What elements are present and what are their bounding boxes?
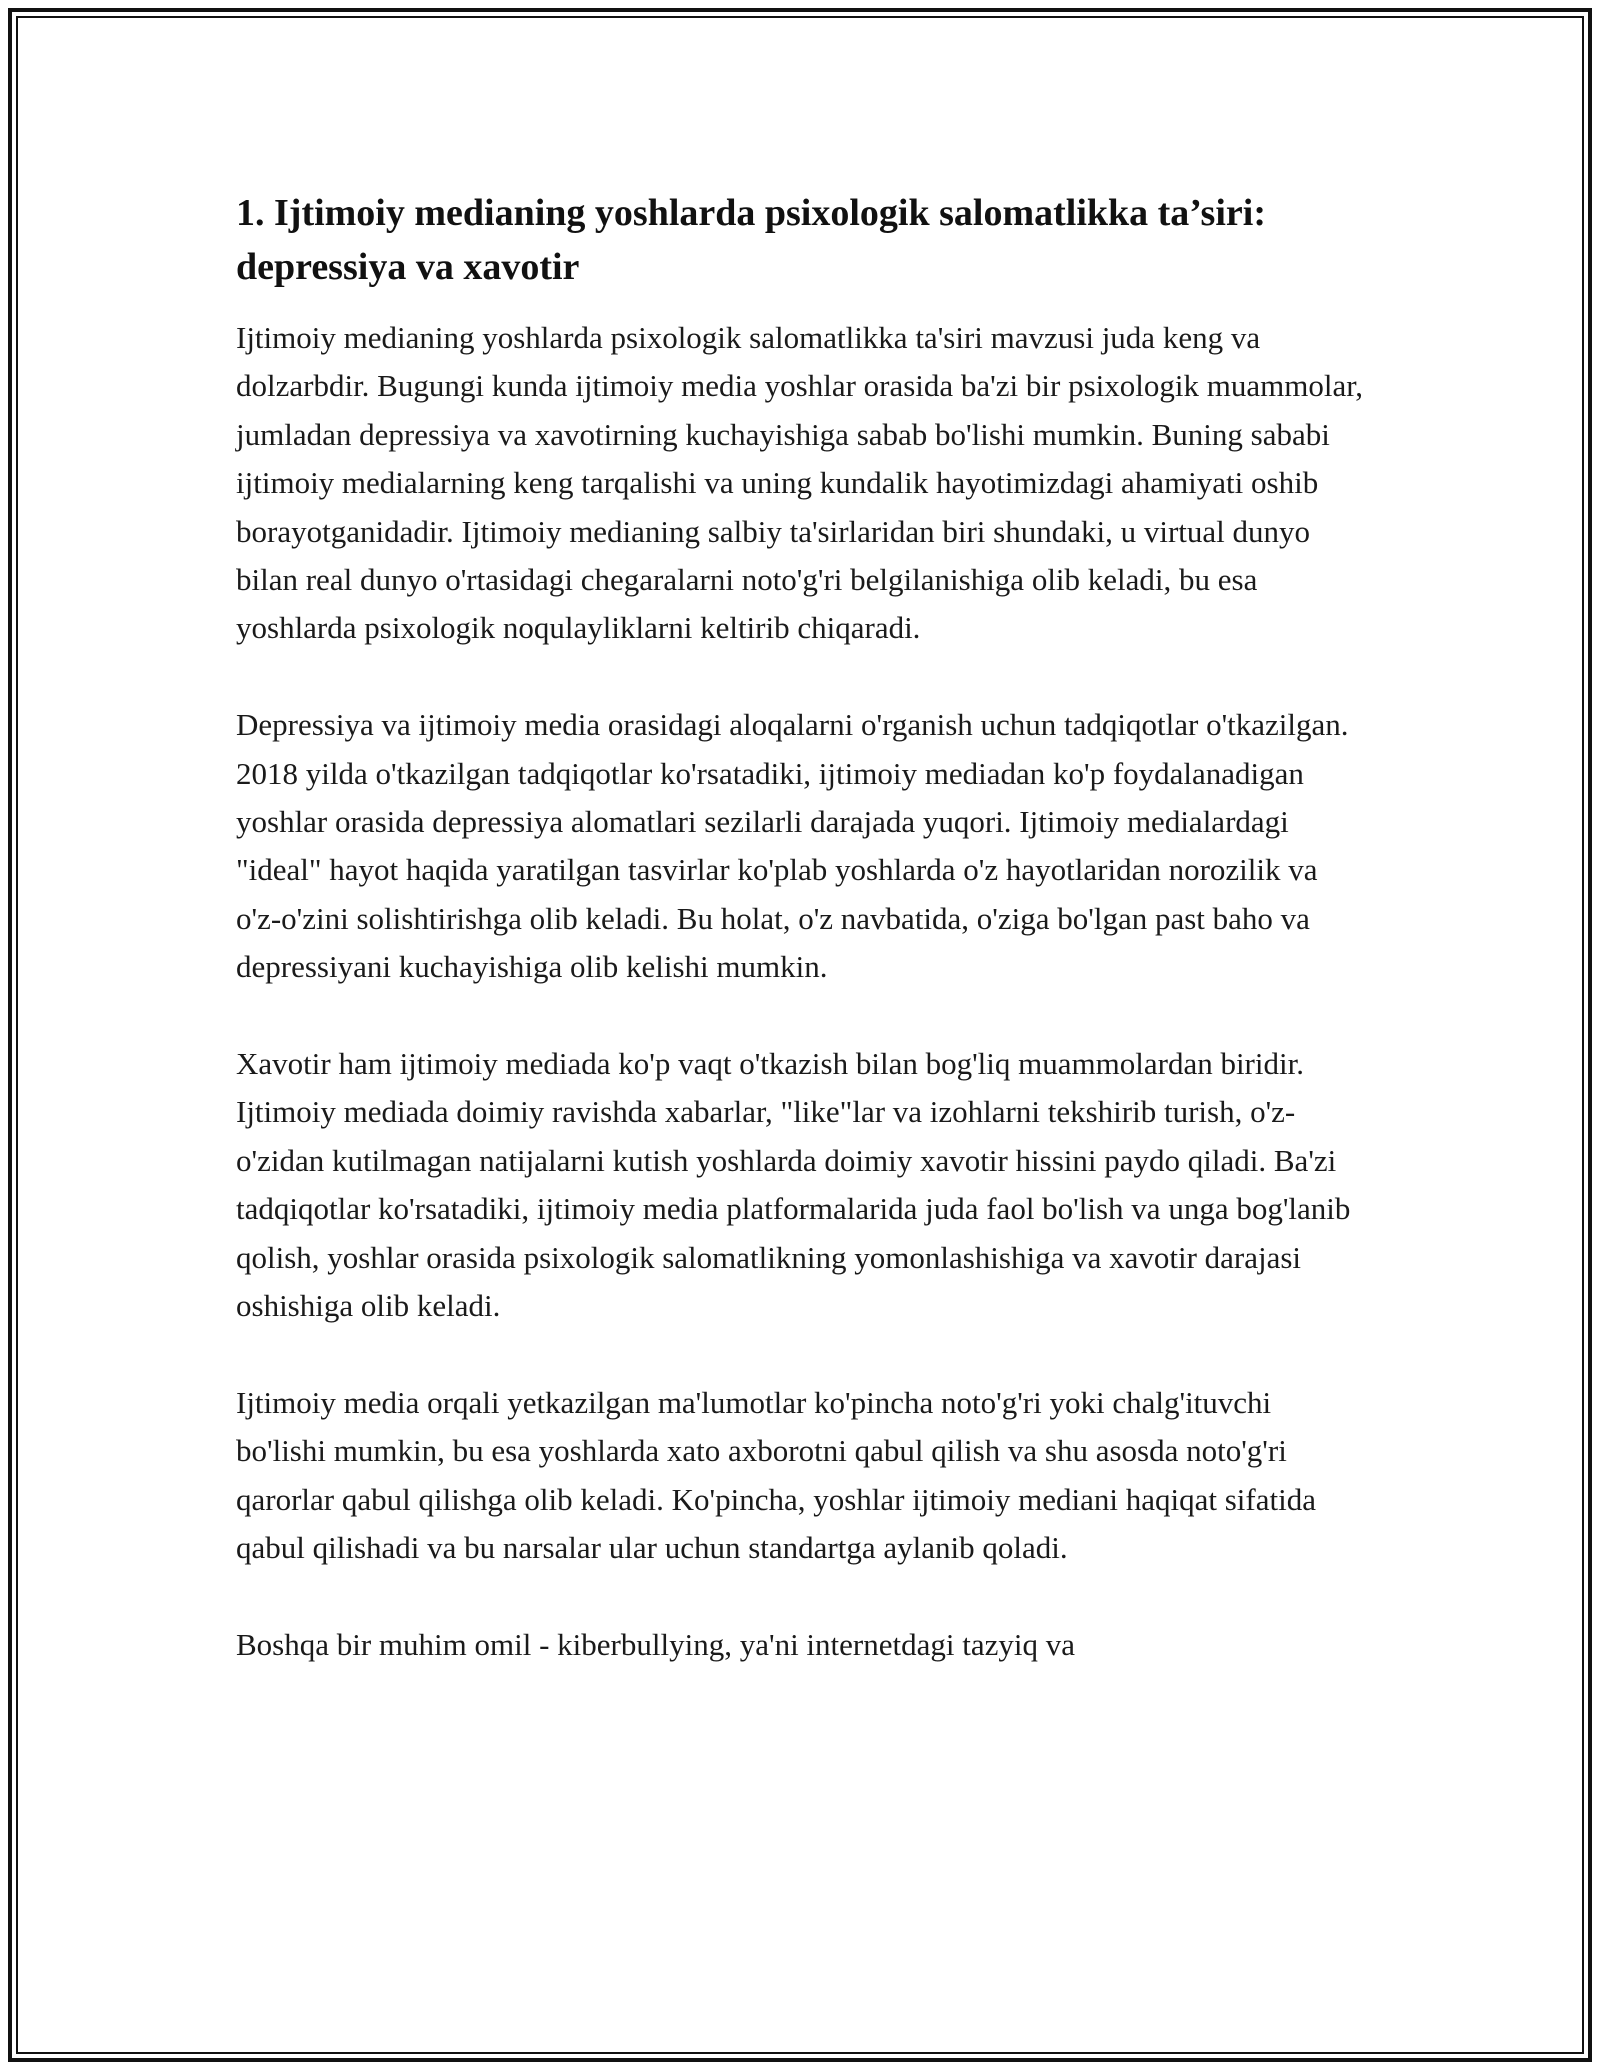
paragraph-misinformation: Ijtimoiy media orqali yetkazilgan ma'lumotlar ko'pincha noto'g'ri yoki chalg'ituvchi bo'lishi mumkin, bu esa yoshlarda xato axborotni qabul qilish va shu asosda noto'g'ri qarorlar qabul qilishga olib keladi. Ko'pincha, yoshlar ijtimoiy mediani haqiqat sifatida qabul qilishadi va bu narsalar ular uchun standartga aylanib qoladi. bbox=[236, 1384, 1316, 1566]
paragraph-intro: Ijtimoiy medianing yoshlarda psixologik salomatlikka ta'siri mavzusi juda keng va dolzarbdir. Bugungi kunda ijtimoiy media yoshlar orasida ba'zi bir psixologik muammolar, jumladan depressiya va xavotirning kuchayishiga sabab bo'lishi mumkin. Buning sababi ijtimoiy medialarning keng tarqalishi va uning kundalik hayotimizdagi ahamiyati oshib borayotganidadir. Ijtimoiy medianing salbiy ta'sirlaridan biri shundaki, u virtual dunyo bilan real dunyo o'rtasidagi chegaralarni noto'g'ri belgilanishiga olib keladi, bu esa yoshlarda psixologik noqulayliklarni keltirib chiqaradi. bbox=[236, 320, 1364, 646]
paragraph-depression: Depressiya va ijtimoiy media orasidagi aloqalarni o'rganish uchun tadqiqotlar o'tkazilgan. 2018 yilda o'tkazilgan tadqiqotlar ko'rsatadiki, ijtimoiy mediadan ko'p foydalanadigan yoshlar orasida depressiya alomatlari sezilarli darajada yuqori. Ijtimoiy medialardagi "ideal" hayot haqida yaratilgan tasvirlar ko'plab yoshlarda o'z hayotlaridan norozilik va o'z-o'zini solishtirishga olib keladi. Bu holat, o'z navbatida, o'ziga bo'lgan past baho va depressiyani kuchayishiga olib kelishi mumkin. bbox=[236, 707, 1349, 985]
document-body bbox=[236, 186, 1366, 1718]
section-heading: 1. Ijtimoiy medianing yoshlarda psixologik salomatlikka ta’siri: depressiya va xavotir bbox=[236, 192, 1266, 288]
paragraph-anxiety: Xavotir ham ijtimoiy mediada ko'p vaqt o'tkazish bilan bog'liq muammolardan biridir. Ijtimoiy mediada doimiy ravishda xabarlar, "like"lar va izohlarni tekshirib turish, o'z-o'zidan kutilmagan natijalarni kutish yoshlarda doimiy xavotir hissini paydo qiladi. Ba'zi tadqiqotlar ko'rsatadiki, ijtimoiy media platformalarida juda faol bo'lish va unga bog'lanib qolish, yoshlar orasida psixologik salomatlikning yomonlashishiga va xavotir darajasi oshishiga olib keladi. bbox=[236, 1046, 1351, 1324]
paragraph-cyberbullying: Boshqa bir muhim omil - kiberbullying, ya'ni internetdagi tazyiq va bbox=[236, 1626, 1075, 1662]
